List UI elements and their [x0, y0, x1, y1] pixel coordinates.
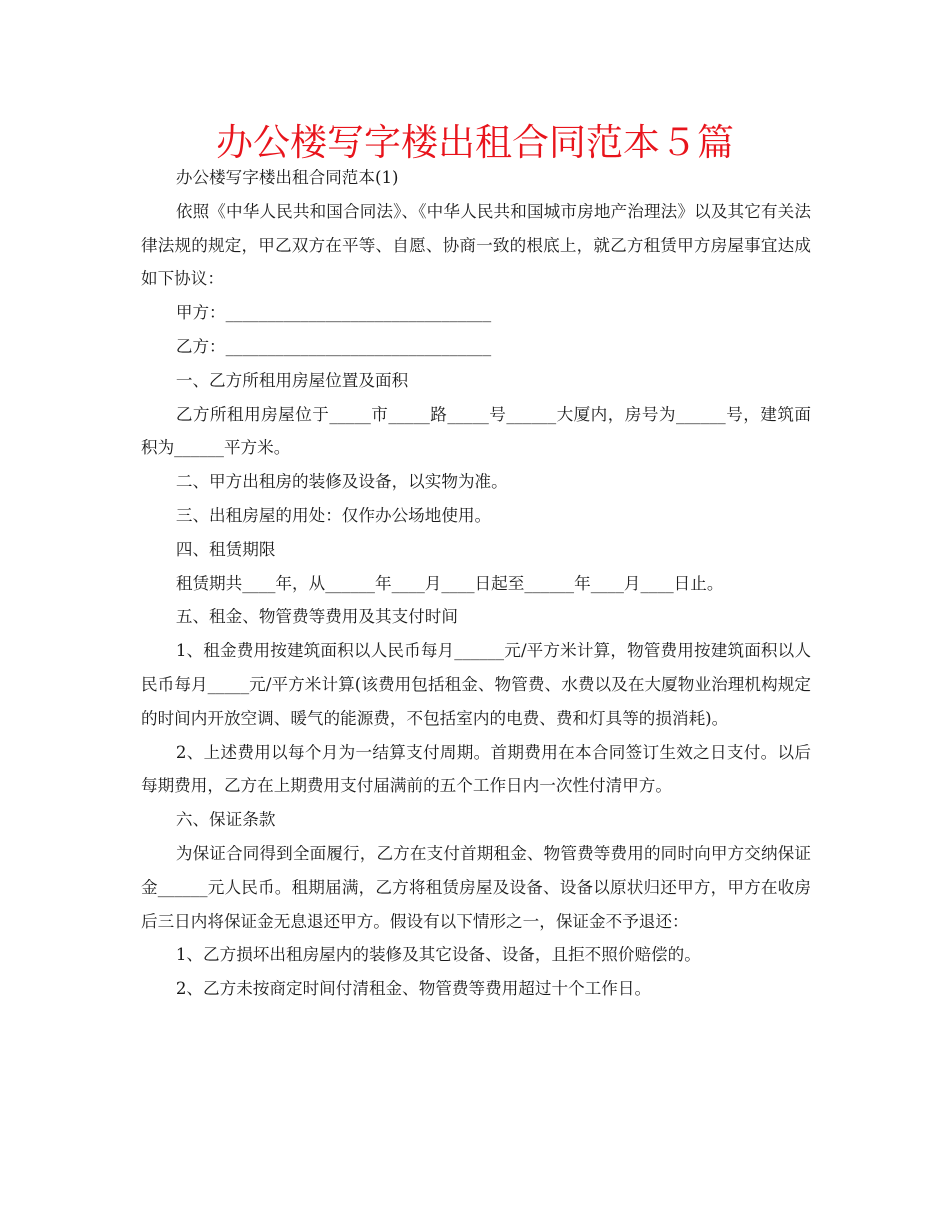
- section-heading-6: 六、保证条款: [175, 810, 276, 830]
- section-heading-2: 二、甲方出租房的装修及设备，以实物为准。: [175, 472, 508, 492]
- paragraph-payment-cycle: 2、上述费用以每个月为一结算支付周期。首期费用在本合同签订生效之日支付。以后每期费用，乙方在上期费用支付届满前的五个工作日内一次性付清甲方。: [141, 742, 811, 796]
- paragraph-deposit: 为保证合同得到全面履行，乙方在支付首期租金、物管费等费用的同时向甲方交纳保证金______元人民币。租期届满，乙方将租赁房屋及设备、设备以原状归还甲方，甲方在收房后三日内将保证金无息退还甲方。假设有以下情形之一，保证金不予退还：: [141, 843, 811, 931]
- document-body: [141, 161, 811, 1006]
- section-heading-4: 四、租赁期限: [175, 539, 276, 559]
- paragraph-deposit-case-1: 1、乙方损坏出租房屋内的装修及其它设备、设备，且拒不照价赔偿的。: [175, 945, 701, 965]
- paragraph-location: 乙方所租用房屋位于_____市_____路_____号______大厦内，房号为______号，建筑面积为______平方米。: [141, 404, 811, 458]
- paragraph-deposit-case-2: 2、乙方未按商定时间付清租金、物管费等费用超过十个工作日。: [175, 979, 652, 999]
- paragraph-party-a: 甲方：________________________________: [175, 303, 492, 323]
- paragraph-subtitle: 办公楼写字楼出租合同范本(1): [175, 168, 399, 187]
- document-title: 办公楼写字楼出租合同范本５篇: [216, 121, 734, 164]
- paragraph-preamble: 依照《中华人民共和国合同法》、《中华人民共和国城市房地产治理法》以及其它有关法律法规的规定，甲乙双方在平等、自愿、协商一致的根底上，就乙方租赁甲方房屋事宜达成如下协议：: [141, 201, 811, 289]
- section-heading-1: 一、乙方所租用房屋位置及面积: [175, 370, 409, 390]
- paragraph-party-b: 乙方：________________________________: [175, 336, 492, 356]
- section-heading-3: 三、出租房屋的用处：仅作办公场地使用。: [175, 505, 492, 525]
- section-heading-5: 五、租金、物管费等费用及其支付时间: [175, 607, 458, 627]
- paragraph-rent-fees: 1、租金费用按建筑面积以人民币每月______元/平方米计算，物管费用按建筑面积以人民币每月_____元/平方米计算(该费用包括租金、物管费、水费以及在大厦物业治理机构规定的时间内开放空调、暖气的能源费，不包括室内的电费、费和灯具等的损消耗)。: [141, 641, 811, 728]
- paragraph-lease-term: 租赁期共____年，从______年____月____日起至______年____月____日止。: [175, 573, 724, 593]
